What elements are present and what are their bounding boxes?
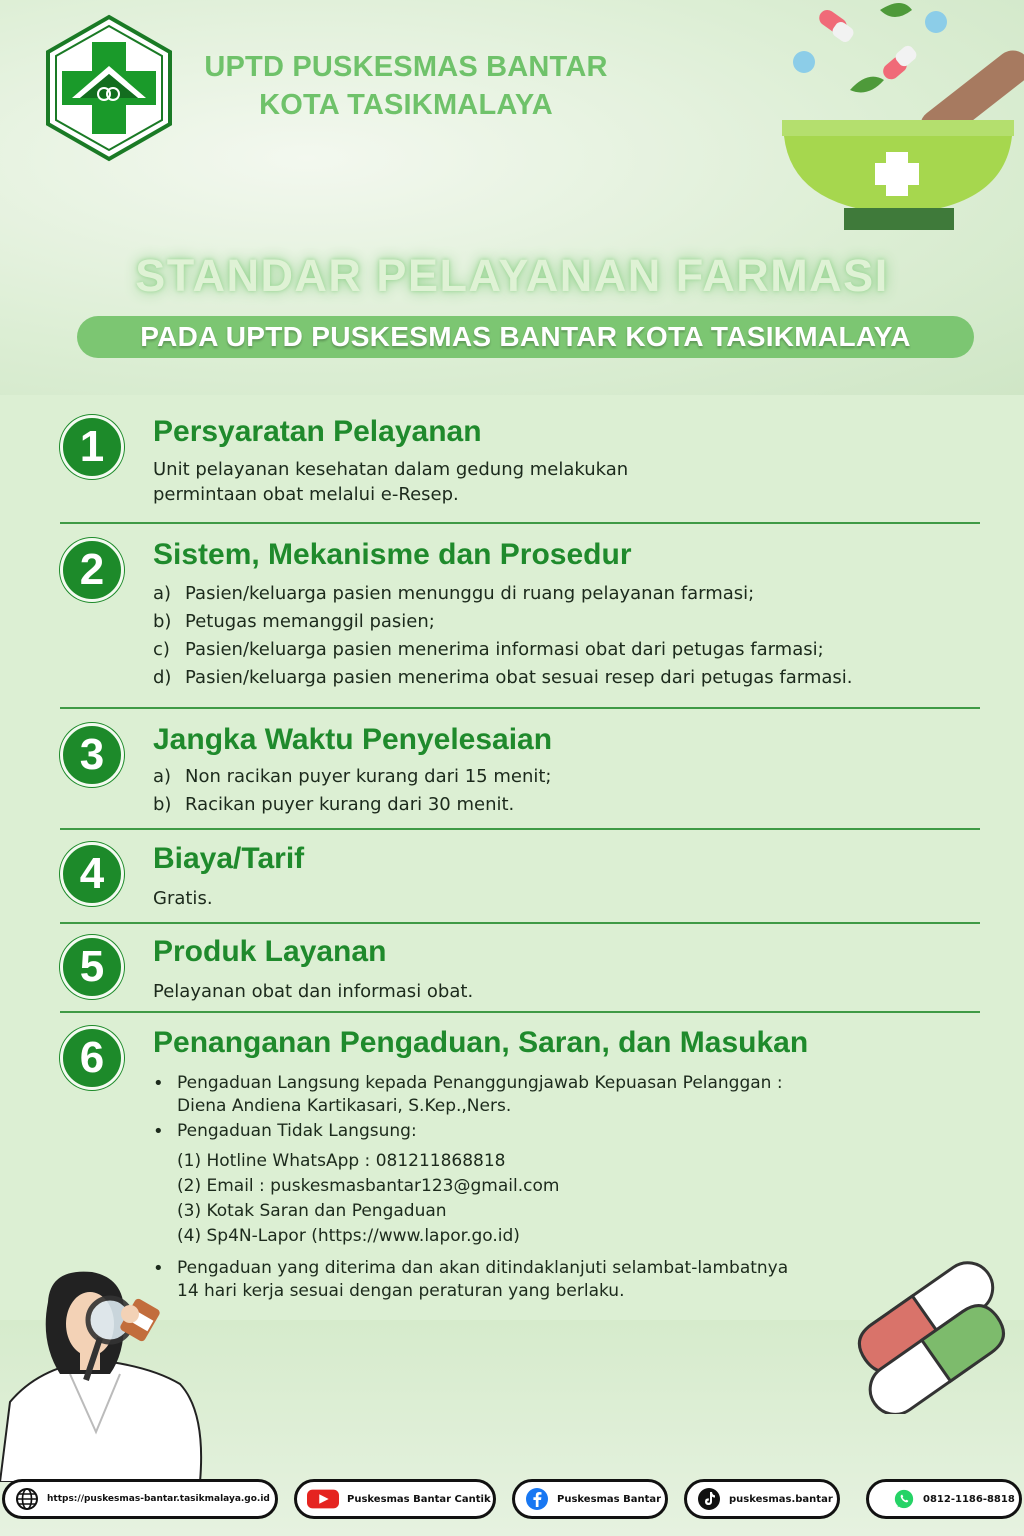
channel-item: (4) Sp4N-Lapor (https://www.lapor.go.id) <box>177 1226 520 1246</box>
facebook-page: Puskesmas Bantar <box>557 1493 662 1505</box>
list-item <box>153 608 973 636</box>
org-line-2: KOTA TASIKMALAYA <box>259 89 553 121</box>
list-text: Pengaduan Tidak Langsung: <box>177 1121 417 1141</box>
body-line: Gratis. <box>153 888 213 909</box>
bullet-icon: • <box>153 1258 164 1279</box>
section-number: 2 <box>60 538 124 602</box>
section-requirements <box>60 415 980 515</box>
puskesmas-logo <box>44 14 174 162</box>
section-number: 1 <box>60 415 124 479</box>
subtitle-banner: PADA UPTD PUSKESMAS BANTAR KOTA TASIKMALAYA <box>77 316 974 358</box>
list-item <box>153 791 973 819</box>
capsules-icon <box>840 1254 1010 1414</box>
mortar-pestle-icon <box>770 0 1024 235</box>
list-text: Pengaduan yang diterima dan akan ditindaklanjuti selambat-lambatnya <box>177 1258 789 1278</box>
list-text: Non racikan puyer kurang dari 15 menit; <box>185 766 552 787</box>
section-divider <box>60 922 980 924</box>
body-line: Pelayanan obat dan informasi obat. <box>153 981 474 1002</box>
list-item <box>153 636 973 664</box>
list-item <box>153 580 973 608</box>
section-number: 5 <box>60 935 124 999</box>
whatsapp-icon <box>893 1488 915 1510</box>
channel-item: (1) Hotline WhatsApp : 081211868818 <box>177 1151 506 1171</box>
list-text: Racikan puyer kurang dari 30 menit. <box>185 794 515 815</box>
list-text: Petugas memanggil pasien; <box>185 611 435 632</box>
list-marker: d) <box>153 667 172 688</box>
youtube-link[interactable] <box>294 1479 496 1519</box>
section-title: Penanganan Pengaduan, Saran, dan Masukan <box>153 1026 809 1059</box>
list-item <box>153 763 973 791</box>
youtube-channel: Puskesmas Bantar Cantik <box>347 1493 491 1505</box>
website-url: https://puskesmas-bantar.tasikmalaya.go.id <box>47 1494 270 1504</box>
list-marker: a) <box>153 766 172 787</box>
complaint-channels <box>153 1149 973 1249</box>
section-divider <box>60 828 980 830</box>
list-marker: a) <box>153 583 172 604</box>
list-marker: b) <box>153 794 172 815</box>
tiktok-link[interactable] <box>684 1479 840 1519</box>
pharmacist-illustration <box>0 1262 215 1482</box>
body-line: permintaan obat melalui e-Resep. <box>153 484 459 505</box>
section-divider <box>60 1011 980 1013</box>
list-marker: c) <box>153 639 170 660</box>
section-title: Persyaratan Pelayanan <box>153 415 482 448</box>
website-link[interactable] <box>2 1479 278 1519</box>
section-completion-time <box>60 723 980 823</box>
section-number: 6 <box>60 1026 124 1090</box>
section-cost <box>60 842 980 917</box>
body-line: Unit pelayanan kesehatan dalam gedung melakukan <box>153 459 629 480</box>
whatsapp-link[interactable] <box>866 1479 1022 1519</box>
whatsapp-number: 0812-1186-8818 <box>923 1493 1015 1505</box>
section-number: 3 <box>60 723 124 787</box>
bullet-icon: • <box>153 1073 164 1094</box>
section-number: 4 <box>60 842 124 906</box>
channel-item: (2) Email : puskesmasbantar123@gmail.com <box>177 1176 560 1196</box>
section-title: Produk Layanan <box>153 935 387 968</box>
organization-name <box>196 48 616 124</box>
section-procedure <box>60 538 980 698</box>
section-title: Sistem, Mekanisme dan Prosedur <box>153 538 632 571</box>
tiktok-icon <box>697 1487 721 1511</box>
section-body <box>153 457 973 507</box>
list-text: Pasien/keluarga pasien menunggu di ruang pelayanan farmasi; <box>185 583 755 604</box>
channel-item: (3) Kotak Saran dan Pengaduan <box>177 1201 447 1221</box>
org-line-1: UPTD PUSKESMAS BANTAR <box>204 51 608 83</box>
page-title: STANDAR PELAYANAN FARMASI <box>135 250 889 301</box>
globe-icon <box>15 1487 39 1511</box>
section-title: Biaya/Tarif <box>153 842 305 875</box>
list-text: 14 hari kerja sesuai dengan peraturan yang berlaku. <box>177 1281 625 1301</box>
list-text: Pasien/keluarga pasien menerima obat sesuai resep dari petugas farmasi. <box>185 667 853 688</box>
facebook-link[interactable] <box>512 1479 668 1519</box>
section-title: Jangka Waktu Penyelesaian <box>153 723 553 756</box>
section-divider <box>60 707 980 709</box>
section-body <box>153 580 973 692</box>
list-text: Pasien/keluarga pasien menerima informasi obat dari petugas farmasi; <box>185 639 824 660</box>
bullet-icon: • <box>153 1121 164 1142</box>
section-service-product <box>60 935 980 1005</box>
list-text: Pengaduan Langsung kepada Penanggungjawab Kepuasan Pelanggan : <box>177 1073 783 1093</box>
list-item <box>153 1072 973 1118</box>
section-body <box>153 979 973 1004</box>
facebook-icon <box>525 1487 549 1511</box>
tiktok-handle: puskesmas.bantar <box>729 1493 833 1505</box>
list-marker: b) <box>153 611 172 632</box>
section-body <box>153 763 973 819</box>
section-divider <box>60 522 980 524</box>
section-body <box>153 886 973 911</box>
list-item <box>153 664 973 692</box>
list-item <box>153 1120 973 1143</box>
list-text: Diena Andiena Kartikasari, S.Kep.,Ners. <box>177 1096 512 1116</box>
youtube-icon <box>307 1487 339 1511</box>
